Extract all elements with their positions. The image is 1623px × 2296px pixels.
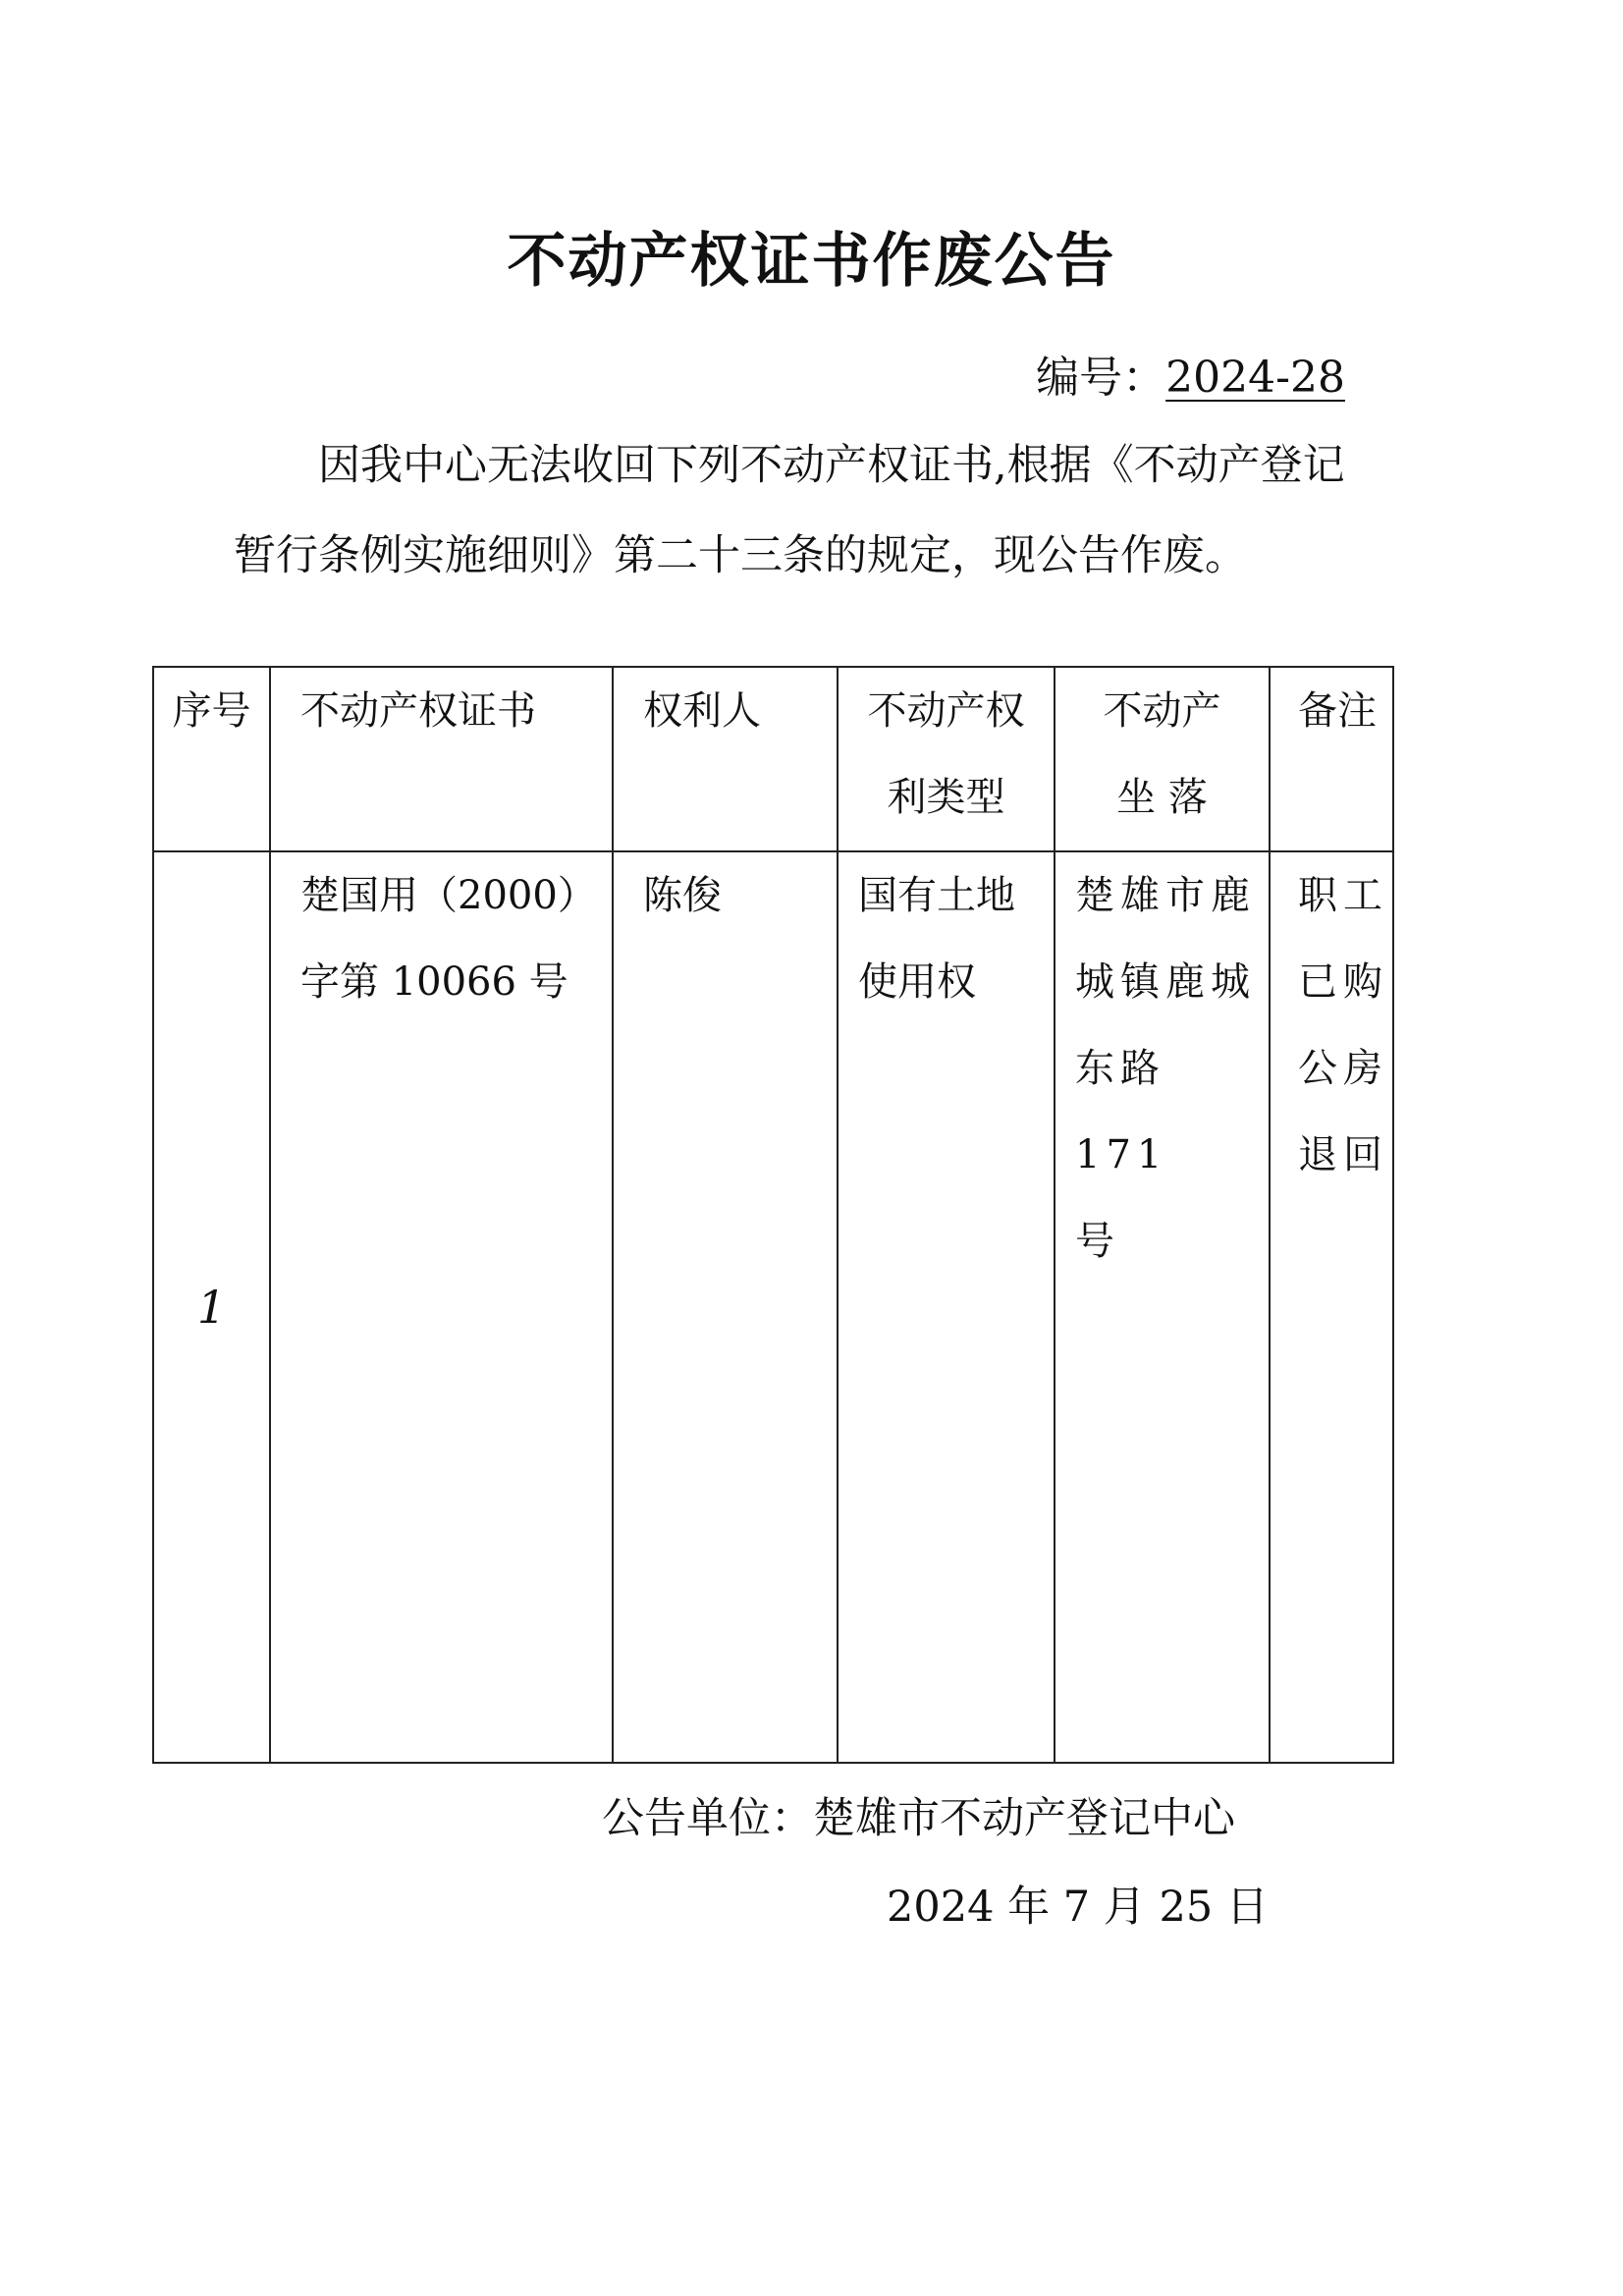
cell-seq: 1 — [153, 851, 270, 1763]
issue-date: 2024 年 7 月 25 日 — [887, 1883, 1269, 1932]
header-remark: 备注 — [1270, 667, 1393, 851]
document-number-label: 编号： — [1036, 353, 1166, 403]
header-right-type: 不动产权 利类型 — [838, 667, 1055, 851]
certificate-table — [152, 666, 1394, 1764]
cell-certificate: 楚国用（2000） 字第 10066 号 — [270, 851, 613, 1763]
header-certificate: 不动产权证书 — [270, 667, 613, 851]
intro-paragraph: 因我中心无法收回下列不动产权证书,根据《不动产登记暂行条例实施细则》第二十三条的规定，现公告作废。 — [234, 441, 1345, 580]
table-header-row — [153, 667, 1393, 851]
cell-location: 楚雄市鹿 城镇鹿城 东路 171 号 — [1055, 851, 1270, 1763]
document-number-value: 2024-28 — [1165, 353, 1345, 403]
page-title: 不动产权证书作废公告 — [507, 227, 1116, 296]
cell-remark: 职工已购 公房退回 — [1270, 851, 1393, 1763]
document-number — [1036, 342, 1345, 405]
cell-holder: 陈俊 — [613, 851, 838, 1763]
header-holder: 权利人 — [613, 667, 838, 851]
table-row — [153, 851, 1393, 1763]
issuer-line: 公告单位：楚雄市不动产登记中心 — [602, 1794, 1235, 1843]
header-location: 不动产 坐 落 — [1055, 667, 1270, 851]
header-seq: 序号 — [153, 667, 270, 851]
cell-right-type: 国有土地 使用权 — [838, 851, 1055, 1763]
